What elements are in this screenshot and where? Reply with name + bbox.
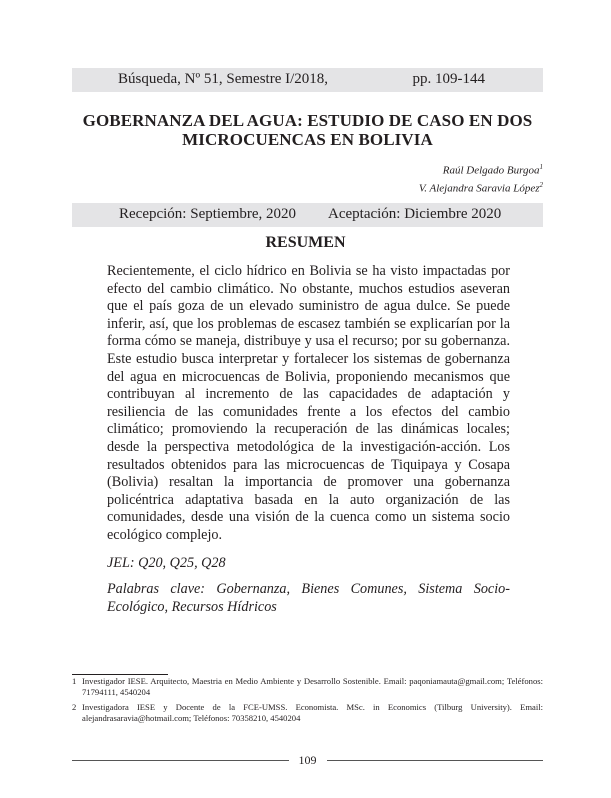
article-title xyxy=(72,111,543,149)
footnote xyxy=(72,676,543,698)
footnotes xyxy=(72,676,543,728)
journal-header-bar xyxy=(72,68,543,92)
footnote-number: 1 xyxy=(72,676,77,686)
author xyxy=(419,160,543,178)
page-footer xyxy=(72,752,543,768)
abstract-text: Recientemente, el ciclo hídrico en Bolivia se ha visto impactadas por efecto del cambio climático. No obstante, muchos estudios aseveran que el país goza de un elevado suministro de agua dulce. Se puede inferir, así, que los problemas de escasez también se explicarían por la forma cómo se maneja, distribuye y usa el recurso; por su gobernanza. Este estudio busca interpretar y fortalecer los sistemas de gobernanza del agua en microcuencas de Bolivia, proponiendo mecanismos que contribuyan al incremento de las capacidades de adaptación y resiliencia de las comunidades frente a los efectos del cambio climático; promoviendo la recuperación de las dinámicas locales; desde la perspectiva metodológica de la investigación-acción. Los resultados obtenidos para las microcuencas de Tiquipaya y Cosapa (Bolivia) resaltan la importancia de promover una gobernanza policéntrica adaptativa basada en la auto organización de las comunidades, desde una visión de la cuenca como un sistema socio ecológico complejo. xyxy=(107,263,510,543)
page-number: 109 xyxy=(298,752,317,767)
abstract-heading: RESUMEN xyxy=(265,234,346,251)
keywords: Palabras clave: Gobernanza, Bienes Comunes, Sistema Socio-Ecológico, Recursos Hídricos xyxy=(107,581,510,615)
footnote-text: Investigadora IESE y Docente de la FCE-UMSS. Economista. MSc. in Economics (Tilburg University). Email: alejandrasaravia@hotmail.com; Teléfonos: 70358210, 4540204 xyxy=(82,702,543,723)
footnote-number: 2 xyxy=(72,702,77,712)
footer-rule-right xyxy=(327,760,544,761)
author xyxy=(419,178,543,196)
page-range: pp. 109-144 xyxy=(412,71,485,87)
received-date: Recepción: Septiembre, 2020 xyxy=(119,206,297,222)
title-line-1: GOBERNANZA DEL AGUA: ESTUDIO DE CASO EN DOS xyxy=(82,111,533,130)
author-name: Raúl Delgado Burgoa xyxy=(442,164,540,177)
dates-bar xyxy=(72,203,543,227)
author-list xyxy=(419,160,543,195)
footnote xyxy=(72,702,543,724)
footnote-ref: 1 xyxy=(539,163,543,171)
jel-codes: JEL: Q20, Q25, Q28 xyxy=(107,555,226,571)
title-line-2: MICROCUENCAS EN BOLIVIA xyxy=(182,130,433,149)
footnote-separator xyxy=(72,674,168,675)
accepted-date: Aceptación: Diciembre 2020 xyxy=(328,206,502,222)
author-name: V. Alejandra Saravia López xyxy=(418,182,540,195)
journal-citation: Búsqueda, Nº 51, Semestre I/2018, xyxy=(118,71,329,87)
footnote-ref: 2 xyxy=(539,180,543,189)
footer-rule-left xyxy=(72,760,289,761)
footnote-text: Investigador IESE. Arquitecto, Maestria en Medio Ambiente y Desarrollo Sostenible. Email: paqoniamauta@gmail.com; Teléfonos: 71794111, 4540204 xyxy=(82,676,543,697)
